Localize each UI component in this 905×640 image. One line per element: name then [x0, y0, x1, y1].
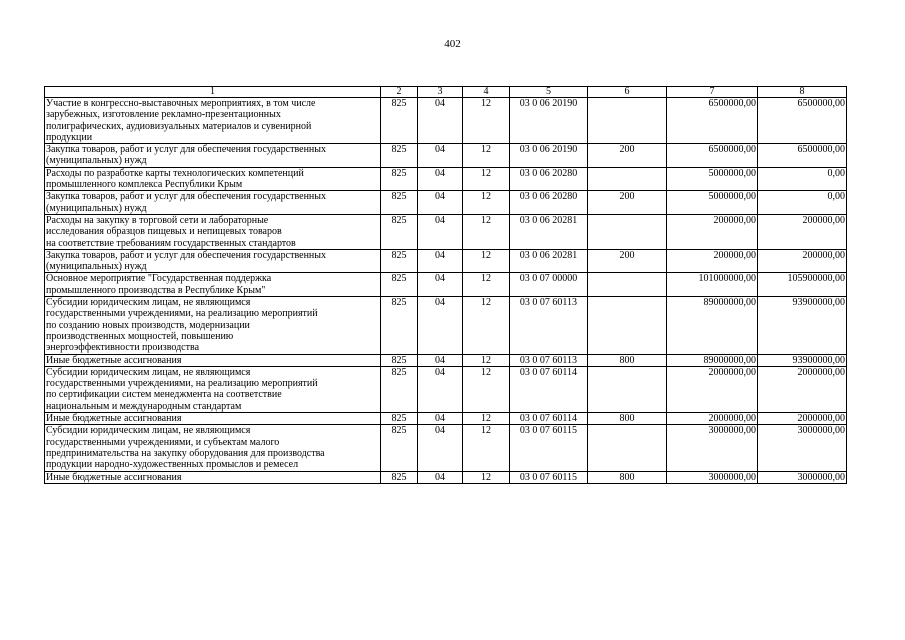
- table-row: [45, 144, 847, 168]
- target-article-code: 03 0 06 20281: [510, 249, 588, 273]
- ministry-code: 825: [381, 167, 418, 191]
- ministry-code: 825: [381, 144, 418, 168]
- row-description: Закупка товаров, работ и услуг для обеспечения государственных (муниципальных) нужд: [45, 191, 381, 215]
- ministry-code: 825: [381, 413, 418, 425]
- table-row: [45, 471, 847, 483]
- amount-col-8: 6500000,00: [758, 144, 847, 168]
- amount-col-8: 200000,00: [758, 214, 847, 249]
- amount-col-8: 2000000,00: [758, 413, 847, 425]
- subsection-code: 12: [463, 98, 510, 144]
- subsection-code: 12: [463, 214, 510, 249]
- expense-type-code: [588, 366, 667, 412]
- table-row: [45, 366, 847, 412]
- table-row: [45, 167, 847, 191]
- section-code: 04: [418, 214, 463, 249]
- amount-col-7: 5000000,00: [667, 191, 758, 215]
- subsection-code: 12: [463, 425, 510, 471]
- subsection-code: 12: [463, 471, 510, 483]
- expense-type-code: 800: [588, 471, 667, 483]
- row-description: Субсидии юридическим лицам, не являющимся государственными учреждениями, на реализацию мероприятий по созданию новых производств, модернизации производственных мощностей, повышению энергоэффективности производства: [45, 297, 381, 354]
- column-header: 5: [510, 87, 588, 98]
- expense-type-code: 200: [588, 249, 667, 273]
- row-description: Закупка товаров, работ и услуг для обеспечения государственных (муниципальных) нужд: [45, 144, 381, 168]
- expense-type-code: [588, 98, 667, 144]
- column-header: 8: [758, 87, 847, 98]
- table-row: [45, 413, 847, 425]
- column-header: 2: [381, 87, 418, 98]
- target-article-code: 03 0 07 60115: [510, 425, 588, 471]
- row-description: Субсидии юридическим лицам, не являющимся государственными учреждениями, и субъектам малого предпринимательства на закупку оборудования для производства продукции народно-художественных промыслов и ремесел: [45, 425, 381, 471]
- ministry-code: 825: [381, 98, 418, 144]
- amount-col-7: 200000,00: [667, 249, 758, 273]
- amount-col-8: 105900000,00: [758, 273, 847, 297]
- expense-type-code: [588, 214, 667, 249]
- row-description: Иные бюджетные ассигнования: [45, 471, 381, 483]
- expense-type-code: 200: [588, 144, 667, 168]
- amount-col-8: 0,00: [758, 191, 847, 215]
- subsection-code: 12: [463, 191, 510, 215]
- column-header: 4: [463, 87, 510, 98]
- row-description: Иные бюджетные ассигнования: [45, 354, 381, 366]
- row-description: Закупка товаров, работ и услуг для обеспечения государственных (муниципальных) нужд: [45, 249, 381, 273]
- amount-col-8: 3000000,00: [758, 425, 847, 471]
- page-number: 402: [444, 38, 461, 50]
- ministry-code: 825: [381, 214, 418, 249]
- table-row: [45, 98, 847, 144]
- expense-type-code: 800: [588, 413, 667, 425]
- subsection-code: 12: [463, 297, 510, 354]
- ministry-code: 825: [381, 425, 418, 471]
- amount-col-7: 200000,00: [667, 214, 758, 249]
- table-row: [45, 191, 847, 215]
- row-description: Иные бюджетные ассигнования: [45, 413, 381, 425]
- target-article-code: 03 0 07 00000: [510, 273, 588, 297]
- table-row: [45, 214, 847, 249]
- target-article-code: 03 0 07 60115: [510, 471, 588, 483]
- amount-col-7: 3000000,00: [667, 425, 758, 471]
- subsection-code: 12: [463, 249, 510, 273]
- amount-col-8: 6500000,00: [758, 98, 847, 144]
- section-code: 04: [418, 425, 463, 471]
- section-code: 04: [418, 167, 463, 191]
- ministry-code: 825: [381, 297, 418, 354]
- ministry-code: 825: [381, 249, 418, 273]
- amount-col-8: 0,00: [758, 167, 847, 191]
- subsection-code: 12: [463, 273, 510, 297]
- subsection-code: 12: [463, 354, 510, 366]
- target-article-code: 03 0 07 60114: [510, 366, 588, 412]
- table-body: [45, 98, 847, 484]
- amount-col-8: 3000000,00: [758, 471, 847, 483]
- section-code: 04: [418, 144, 463, 168]
- subsection-code: 12: [463, 144, 510, 168]
- section-code: 04: [418, 249, 463, 273]
- amount-col-7: 6500000,00: [667, 144, 758, 168]
- section-code: 04: [418, 471, 463, 483]
- table-row: [45, 273, 847, 297]
- target-article-code: 03 0 06 20280: [510, 167, 588, 191]
- expense-type-code: [588, 167, 667, 191]
- column-header: 1: [45, 87, 381, 98]
- column-header: 6: [588, 87, 667, 98]
- amount-col-7: 5000000,00: [667, 167, 758, 191]
- expense-type-code: [588, 425, 667, 471]
- table-row: [45, 249, 847, 273]
- ministry-code: 825: [381, 191, 418, 215]
- expense-type-code: 800: [588, 354, 667, 366]
- table-header-row: [45, 87, 847, 98]
- amount-col-7: 6500000,00: [667, 98, 758, 144]
- target-article-code: 03 0 07 60114: [510, 413, 588, 425]
- column-header: 7: [667, 87, 758, 98]
- ministry-code: 825: [381, 354, 418, 366]
- amount-col-7: 3000000,00: [667, 471, 758, 483]
- section-code: 04: [418, 366, 463, 412]
- target-article-code: 03 0 06 20190: [510, 98, 588, 144]
- target-article-code: 03 0 06 20280: [510, 191, 588, 215]
- row-description: Расходы по разработке карты технологических компетенций промышленного комплекса Республики Крым: [45, 167, 381, 191]
- target-article-code: 03 0 07 60113: [510, 297, 588, 354]
- subsection-code: 12: [463, 413, 510, 425]
- row-description: Расходы на закупку в торговой сети и лабораторные исследования образцов пищевых и непищевых товаров на соответствие требованиям государственных стандартов: [45, 214, 381, 249]
- ministry-code: 825: [381, 273, 418, 297]
- target-article-code: 03 0 06 20190: [510, 144, 588, 168]
- section-code: 04: [418, 413, 463, 425]
- row-description: Участие в конгрессно-выставочных мероприятиях, в том числе зарубежных, изготовление рекламно-презентационных полиграфических, аудиовизуальных материалов и сувенирной продукции: [45, 98, 381, 144]
- subsection-code: 12: [463, 366, 510, 412]
- expense-type-code: [588, 297, 667, 354]
- section-code: 04: [418, 98, 463, 144]
- amount-col-7: 101000000,00: [667, 273, 758, 297]
- row-description: Основное мероприятие "Государственная поддержка промышленного производства в Республике Крым": [45, 273, 381, 297]
- section-code: 04: [418, 191, 463, 215]
- amount-col-7: 89000000,00: [667, 354, 758, 366]
- amount-col-7: 2000000,00: [667, 413, 758, 425]
- column-header: 3: [418, 87, 463, 98]
- ministry-code: 825: [381, 471, 418, 483]
- amount-col-7: 2000000,00: [667, 366, 758, 412]
- section-code: 04: [418, 354, 463, 366]
- amount-col-8: 2000000,00: [758, 366, 847, 412]
- ministry-code: 825: [381, 366, 418, 412]
- target-article-code: 03 0 07 60113: [510, 354, 588, 366]
- amount-col-8: 93900000,00: [758, 354, 847, 366]
- expense-type-code: [588, 273, 667, 297]
- section-code: 04: [418, 273, 463, 297]
- section-code: 04: [418, 297, 463, 354]
- table-row: [45, 297, 847, 354]
- table-row: [45, 425, 847, 471]
- subsection-code: 12: [463, 167, 510, 191]
- target-article-code: 03 0 06 20281: [510, 214, 588, 249]
- budget-table: [44, 86, 847, 484]
- expense-type-code: 200: [588, 191, 667, 215]
- row-description: Субсидии юридическим лицам, не являющимся государственными учреждениями, на реализацию мероприятий по сертификации систем менеджмента на соответствие национальным и международным стандартам: [45, 366, 381, 412]
- amount-col-8: 93900000,00: [758, 297, 847, 354]
- amount-col-7: 89000000,00: [667, 297, 758, 354]
- amount-col-8: 200000,00: [758, 249, 847, 273]
- table-row: [45, 354, 847, 366]
